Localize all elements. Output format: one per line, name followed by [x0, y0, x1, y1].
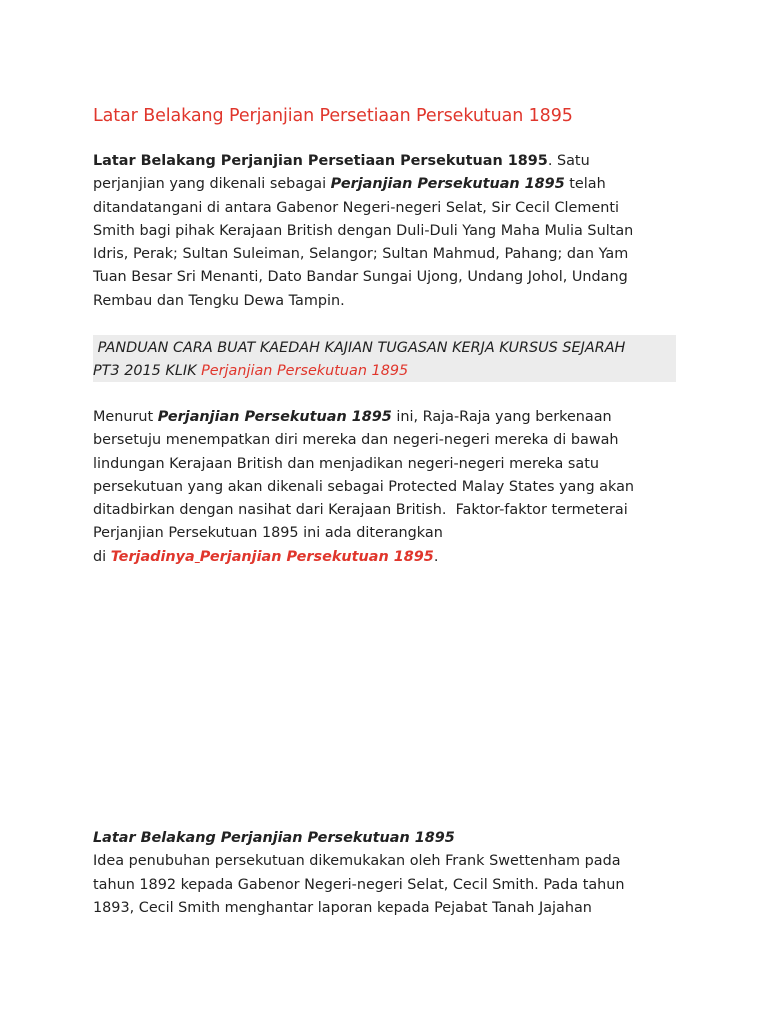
intro-text: perjanjian yang dikenali sebagai [93, 176, 331, 193]
intro-paragraph [93, 150, 683, 313]
intro-text: telah [564, 176, 606, 193]
promo-link[interactable]: Perjanjian Persekutuan 1895 [201, 363, 409, 380]
intro-line-6: Tuan Besar Sri Menanti, Dato Bandar Sungai Ujong, Undang Johol, Undang [93, 269, 628, 286]
intro-emphasis: Perjanjian Persekutuan 1895 [330, 176, 565, 193]
intro-line-1 [93, 150, 683, 173]
body-line-3: lindungan Kerajaan British dan menjadikan negeri-negeri mereka satu [93, 455, 599, 472]
section-heading: Latar Belakang Perjanjian Persekutuan 1895 [93, 830, 455, 846]
section-line-2: tahun 1892 kepada Gabenor Negeri-negeri Selat, Cecil Smith. Pada tahun [93, 876, 625, 893]
promo-text: PT3 2015 KLIK [93, 363, 202, 380]
intro-lead-bold: Latar Belakang Perjanjian Persetiaan Persekutuan 1895 [93, 153, 548, 169]
intro-line-5: Idris, Perak; Sultan Suleiman, Selangor; Sultan Mahmud, Pahang; dan Yam [93, 246, 629, 263]
body-line-2: bersetuju menempatkan diri mereka dan negeri-negeri mereka di bawah [93, 432, 619, 449]
body-emphasis: Perjanjian Persekutuan 1895 [157, 409, 392, 425]
intro-text: . Satu [547, 153, 590, 169]
body-text: di [93, 548, 111, 565]
related-post-link-part-b: Perjanjian Persekutuan 1895 [199, 548, 434, 565]
body-text: Menurut [93, 409, 158, 425]
body-line-4: persekutuan yang akan dikenali sebagai Protected Malay States yang akan [93, 478, 635, 495]
background-section [93, 827, 683, 920]
body-line-6: Perjanjian Persekutuan 1895 ini ada diterangkan [93, 525, 443, 542]
intro-line-2 [93, 173, 683, 196]
intro-line-3: ditandatangani di antara Gabenor Negeri-negeri Selat, Sir Cecil Clementi [93, 199, 619, 216]
post-title: Latar Belakang Perjanjian Persetiaan Persekutuan 1895 [93, 106, 573, 126]
intro-line-7: Rembau dan Tengku Dewa Tampin. [93, 292, 345, 309]
intro-line-4: Smith bagi pihak Kerajaan British dengan Duli-Duli Yang Maha Mulia Sultan [93, 222, 634, 239]
body-line-7 [93, 546, 683, 569]
body-line-5: ditadbirkan dengan nasihat dari Kerajaan British. Faktor-faktor termeterai [93, 502, 628, 519]
body-text: ini, Raja-Raja yang berkenaan [391, 409, 612, 425]
related-post-link[interactable] [111, 549, 434, 565]
related-post-link-part-a: Terjadinya [110, 548, 195, 565]
section-line-3: 1893, Cecil Smith menghantar laporan kepada Pejabat Tanah Jajahan [93, 899, 592, 916]
promo-line-1: PANDUAN CARA BUAT KAEDAH KAJIAN TUGASAN KERJA KURSUS SEJARAH [93, 340, 626, 356]
body-line-1 [93, 406, 683, 429]
promo-line-2 [93, 360, 676, 383]
promo-box [93, 335, 676, 382]
section-line-1: Idea penubuhan persekutuan dikemukakan oleh Frank Swettenham pada [93, 853, 621, 870]
body-text: . [433, 548, 439, 565]
body-paragraph [93, 406, 683, 569]
